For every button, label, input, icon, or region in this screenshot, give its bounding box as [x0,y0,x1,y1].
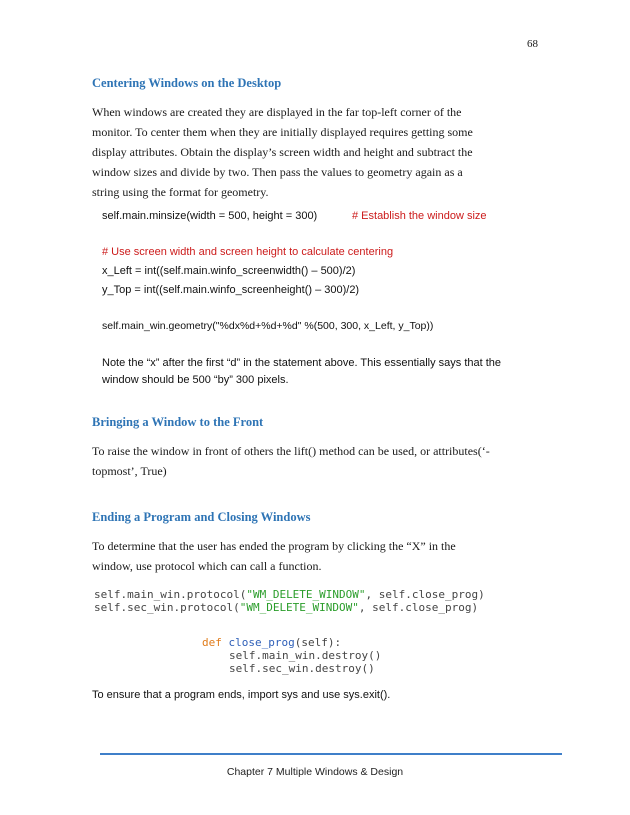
paragraph-line: window, use protocol which can call a function. [92,559,322,573]
code-def-close-prog: def close_prog(self): [202,636,342,649]
paragraph-line: window sizes and divide by two. Then pass the values to geometry again as a [92,165,463,179]
code-comment-centering: # Use screen width and screen height to calculate centering [102,246,394,258]
paragraph-line: display attributes. Obtain the display’s screen width and height and subtract the [92,145,473,159]
ending-sentence: To ensure that a program ends, import sys and use sys.exit(). [92,689,391,701]
code-comment-window-size: # Establish the window size [352,210,487,222]
code-geometry: self.main_win.geometry("%dx%d+%d+%d" %(500, 300, x_Left, y_Top)) [102,320,434,332]
heading-ending-program: Ending a Program and Closing Windows [92,510,311,524]
code-sec-destroy: self.sec_win.destroy() [229,662,375,675]
code-x-left: x_Left = int((self.main.winfo_screenwidth() – 500)/2) [102,265,356,277]
paragraph-line: topmost’, True) [92,464,167,478]
paragraph-line: monitor. To center them when they are initially displayed requires getting some [92,125,473,139]
code-y-top: y_Top = int((self.main.winfo_screenheight() – 300)/2) [102,284,360,296]
code-main-destroy: self.main_win.destroy() [229,649,382,662]
note-line: Note the “x” after the first “d” in the statement above. This essentially says that the [102,357,502,369]
front-paragraph [92,441,512,481]
centering-paragraph [92,102,502,202]
note-paragraph [102,355,522,389]
code-protocol-main: self.main_win.protocol("WM_DELETE_WINDOW", self.close_prog) [94,588,485,601]
paragraph-line: To determine that the user has ended the program by clicking the “X” in the [92,539,456,553]
paragraph-line: To raise the window in front of others the lift() method can be used, or attributes(‘- [92,444,490,458]
heading-centering-windows: Centering Windows on the Desktop [92,76,282,90]
footer-chapter-title: Chapter 7 Multiple Windows & Design [226,766,404,778]
footer-divider [100,753,562,755]
note-line: window should be 500 “by” 300 pixels. [102,374,289,386]
code-minsize: self.main.minsize(width = 500, height = 300) [102,210,318,222]
ending-paragraph [92,536,512,576]
paragraph-line: When windows are created they are displayed in the far top-left corner of the [92,105,462,119]
paragraph-line: string using the format for geometry. [92,185,269,199]
code-protocol-sec: self.sec_win.protocol("WM_DELETE_WINDOW", self.close_prog) [94,601,479,614]
heading-bringing-window-front: Bringing a Window to the Front [92,415,264,429]
page-number: 68 [527,38,538,50]
